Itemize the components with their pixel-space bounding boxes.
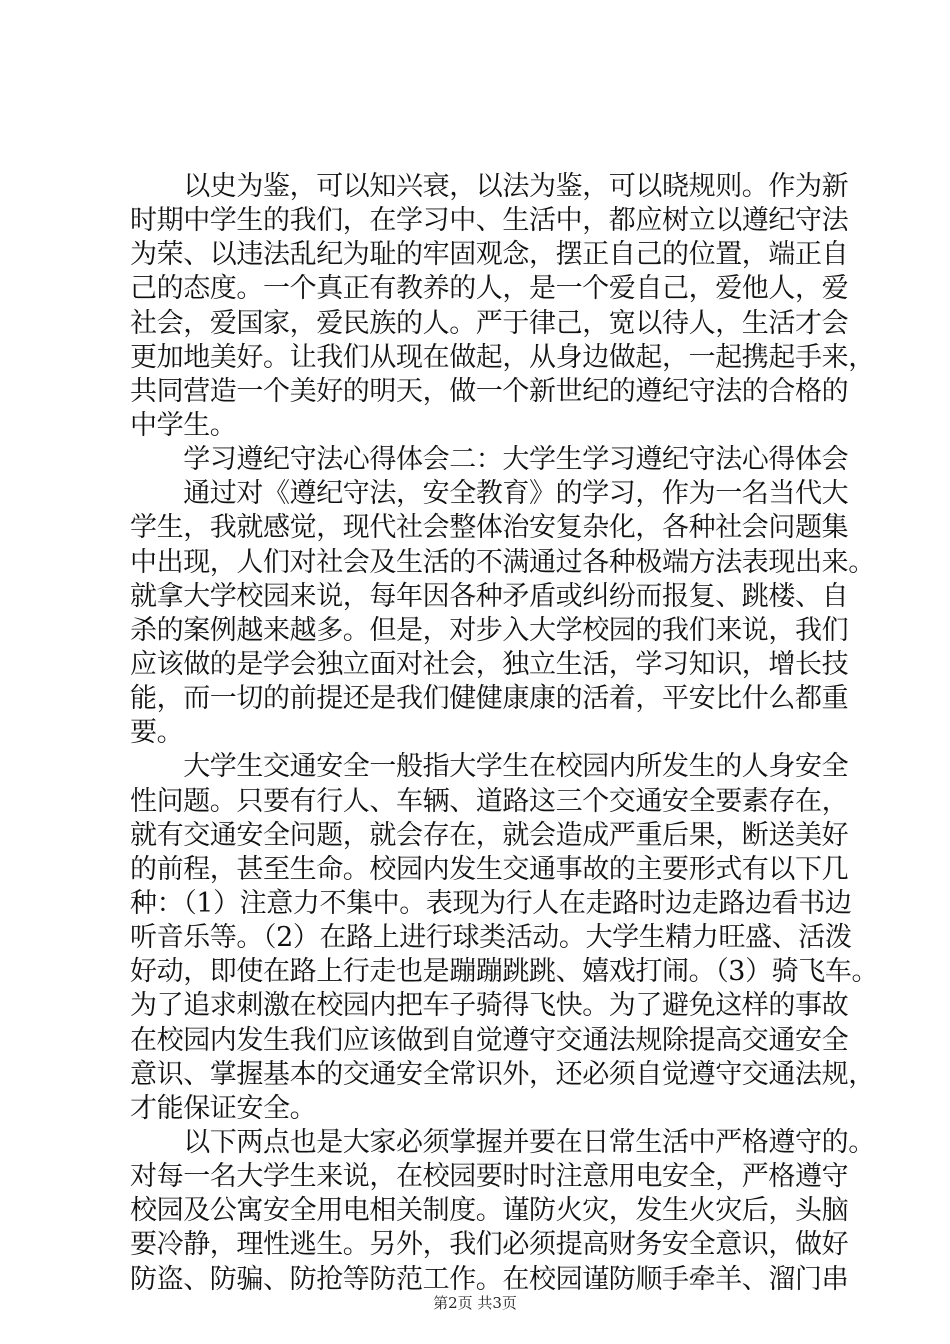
text-line: 为荣、以违法乱纪为耻的牢固观念，摆正自己的位置，端正自 <box>130 239 849 271</box>
text-line: 中学生。 <box>130 409 237 441</box>
section-heading: 学习遵纪守法心得体会二：大学生学习遵纪守法心得体会 <box>130 444 849 476</box>
text-line: 才能保证安全。 <box>130 1092 317 1124</box>
text-line: 共同营造一个美好的明天，做一个新世纪的遵纪守法的合格的 <box>130 375 849 407</box>
text-line: 要。 <box>130 717 184 749</box>
text-line: 以下两点也是大家必须掌握并要在日常生活中严格遵守的。 <box>130 1126 875 1158</box>
text-line: 为了追求刺激在校园内把车子骑得飞快。为了避免这样的事故 <box>130 990 849 1022</box>
text-line: 更加地美好。让我们从现在做起，从身边做起，一起携起手来， <box>130 341 875 373</box>
text-line: 在校园内发生我们应该做到自觉遵守交通法规除提高交通安全 <box>130 1024 849 1056</box>
text-line: 要冷静，理性逃生。另外，我们必须提高财务安全意识，做好 <box>130 1229 849 1261</box>
text-line: 就拿大学校园来说，每年因各种矛盾或纠纷而报复、跳楼、自 <box>130 580 849 612</box>
text-line: 学生，我就感觉，现代社会整体治安复杂化，各种社会问题集 <box>130 512 849 544</box>
text-line: 己的态度。一个真正有教养的人，是一个爱自己，爱他人，爱 <box>130 273 849 305</box>
text-line: 能，而一切的前提还是我们健健康康的活着，平安比什么都重 <box>130 683 849 715</box>
text-line: 好动，即使在路上行走也是蹦蹦跳跳、嬉戏打闹。（3）骑飞车。 <box>130 956 879 988</box>
text-line: 社会，爱国家，爱民族的人。严于律己，宽以待人，生活才会 <box>130 307 849 339</box>
text-line: 防盗、防骗、防抢等防范工作。在校园谨防顺手牵羊、溜门串 <box>130 1263 849 1295</box>
text-line: 以史为鉴，可以知兴衰，以法为鉴，可以晓规则。作为新 <box>130 171 849 202</box>
text-line: 对每一名大学生来说，在校园要时时注意用电安全，严格遵守 <box>130 1161 849 1193</box>
text-line: 种：（1）注意力不集中。表现为行人在走路时边走路边看书边 <box>130 887 852 919</box>
text-line: 听音乐等。（2）在路上进行球类活动。大学生精力旺盛、活泼 <box>130 922 852 954</box>
text-line: 意识、掌握基本的交通安全常识外，还必须自觉遵守交通法规， <box>130 1058 875 1090</box>
text-line: 通过对《遵纪守法，安全教育》的学习，作为一名当代大 <box>130 478 849 510</box>
text-line: 时期中学生的我们，在学习中、生活中，都应树立以遵纪守法 <box>130 205 849 237</box>
text-line: 大学生交通安全一般指大学生在校园内所发生的人身安全 <box>130 751 849 783</box>
text-line: 就有交通安全问题，就会存在，就会造成严重后果，断送美好 <box>130 819 849 851</box>
text-line: 杀的案例越来越多。但是，对步入大学校园的我们来说，我们 <box>130 614 849 646</box>
text-line: 性问题。只要有行人、车辆、道路这三个交通安全要素存在， <box>130 785 849 817</box>
text-line: 应该做的是学会独立面对社会，独立生活，学习知识，增长技 <box>130 648 849 680</box>
text-line: 校园及公寓安全用电相关制度。谨防火灾，发生火灾后，头脑 <box>130 1195 849 1227</box>
text-line: 的前程，甚至生命。校园内发生交通事故的主要形式有以下几 <box>130 853 849 885</box>
text-line: 中出现，人们对社会及生活的不满通过各种极端方法表现出来。 <box>130 546 875 578</box>
document-body <box>130 170 879 1297</box>
page-footer: 第2页 共3页 <box>433 1294 517 1312</box>
